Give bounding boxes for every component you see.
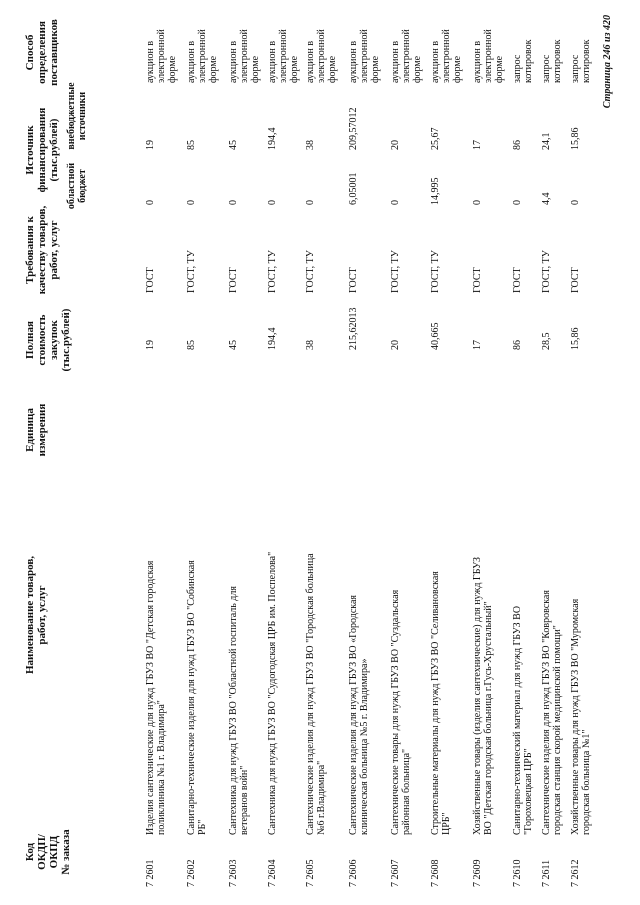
row-requirements: ГОСТ	[472, 267, 483, 293]
row-cost: 45	[228, 340, 239, 350]
row-regional-budget: 0	[305, 200, 316, 205]
row-method-line: форме	[452, 55, 463, 83]
row-extra-budget: 86	[512, 140, 523, 150]
row-code: 7 2611	[541, 859, 552, 887]
row-extra-budget: 25,67	[430, 127, 441, 150]
row-name-line: Санитарно-технические изделия для нужд ГБУЗ ВО "Собинская	[186, 560, 197, 835]
row-method-line: форме	[167, 55, 178, 83]
row-code: 7 2604	[267, 859, 278, 887]
row-name-line: ветеранов войн"	[239, 765, 250, 835]
row-name-line: Изделия сантехнические для нужд ГБУЗ ВО "Детская городская	[145, 560, 156, 835]
row-requirements: ГОСТ, ТУ	[430, 250, 441, 293]
row-method-line: аукцион в	[390, 40, 401, 83]
row-extra-budget: 20	[390, 140, 401, 150]
row-method-line: электронной	[441, 29, 452, 83]
row-requirements: ГОСТ, ТУ	[541, 250, 552, 293]
row-method-line: аукцион в	[145, 40, 156, 83]
row-name	[145, 505, 167, 835]
row-method	[472, 13, 505, 83]
row-extra-budget: 85	[186, 140, 197, 150]
row-name-line: Санитарно-технический материал для нужд ГБУЗ ВО	[512, 605, 523, 835]
row-requirements: ГОСТ	[512, 267, 523, 293]
row-name-line: Сантехнические изделия для нужд ГБУЗ ВО "Ковровская	[541, 590, 552, 835]
row-method-line: электронной	[197, 29, 208, 83]
row-code: 7 2612	[570, 859, 581, 887]
row-method-line: аукцион в	[472, 40, 483, 83]
header-unit: Единица измерения	[24, 403, 48, 457]
row-name-line: Сантехника для нужд ГБУЗ ВО "Судогодская ЦРБ им. Поспелова"	[267, 551, 278, 835]
row-name	[541, 505, 563, 835]
row-method-line: аукцион в	[305, 40, 316, 83]
row-name-line: Сантехнические изделия для нужд ГБУЗ ВО "Городская больница	[305, 553, 316, 835]
row-name-line: №6 г.Владимира"	[316, 760, 327, 835]
row-name	[390, 505, 412, 835]
row-name	[472, 505, 494, 835]
row-method	[348, 13, 381, 83]
row-code: 7 2601	[145, 859, 156, 887]
row-name-line: Сантехнические товары для нужд ГБУЗ ВО "Суздальская	[390, 589, 401, 835]
row-method-line: форме	[208, 55, 219, 83]
row-cost: 15,86	[570, 327, 581, 350]
row-method-line: электронной	[316, 29, 327, 83]
row-code: 7 2603	[228, 859, 239, 887]
header-regional-budget: областной бюджет	[66, 162, 88, 210]
row-requirements: ГОСТ	[570, 267, 581, 293]
row-method-line: форме	[494, 55, 505, 83]
row-name-line: ЦРБ"	[441, 812, 452, 835]
row-method	[512, 13, 534, 83]
row-extra-budget: 15,86	[570, 127, 581, 150]
row-name-line: клиническая больница №5 г. Владимира»	[359, 658, 370, 835]
row-method-line: электронной	[359, 29, 370, 83]
row-regional-budget: 6,05001	[348, 172, 359, 205]
row-method-line: запрос	[512, 54, 523, 83]
row-method-line: запрос	[570, 54, 581, 83]
row-regional-budget: 0	[186, 200, 197, 205]
row-cost: 40,665	[430, 322, 441, 350]
row-code: 7 2605	[305, 859, 316, 887]
row-method-line: форме	[327, 55, 338, 83]
row-method-line: форме	[289, 55, 300, 83]
row-method	[430, 13, 463, 83]
row-cost: 215,62013	[348, 307, 359, 350]
row-name	[305, 505, 327, 835]
row-cost: 28,5	[541, 332, 552, 350]
header-method: Способ определения поставщиков	[24, 19, 60, 86]
row-regional-budget: 0	[512, 200, 523, 205]
row-cost: 194,4	[267, 327, 278, 350]
row-method-line: аукцион в	[186, 40, 197, 83]
row-code: 7 2608	[430, 859, 441, 887]
row-regional-budget: 0	[267, 200, 278, 205]
row-name	[267, 505, 278, 835]
row-method-line: электронной	[483, 29, 494, 83]
header-financing: Источник финансирования (тыс.рублей)	[24, 107, 60, 193]
row-regional-budget: 4,4	[541, 192, 552, 205]
row-name-line: Сантехнические изделия для нужд ГБУЗ ВО «Городская	[348, 594, 359, 835]
row-cost: 85	[186, 340, 197, 350]
row-regional-budget: 14,995	[430, 177, 441, 205]
row-method-line: запрос	[541, 54, 552, 83]
row-requirements: ГОСТ, ТУ	[305, 250, 316, 293]
row-extra-budget: 45	[228, 140, 239, 150]
row-method-line: аукцион в	[430, 40, 441, 83]
row-requirements: ГОСТ	[145, 267, 156, 293]
row-requirements: ГОСТ	[228, 267, 239, 293]
row-name-line: городская станция скорой медицинской помощи"	[552, 625, 563, 835]
row-extra-budget: 24,1	[541, 132, 552, 150]
row-regional-budget: 0	[570, 200, 581, 205]
row-cost: 17	[472, 340, 483, 350]
header-extra-budget: внебюджетные источники	[66, 82, 88, 150]
page-footer: Страница 246 из 420	[602, 15, 613, 109]
row-method-line: аукцион в	[348, 40, 359, 83]
row-method-line: форме	[250, 55, 261, 83]
row-name-line: Хозяйственные товары (изделия сантехнические) для нужд ГБУЗ	[472, 556, 483, 835]
row-name-line: ВО "Детская городская больница г.Гусь-Хрустальный"	[483, 601, 494, 835]
row-name	[348, 505, 370, 835]
row-requirements: ГОСТ	[348, 267, 359, 293]
header-name: Наименование товаров, работ, услуг	[24, 555, 48, 675]
row-cost: 19	[145, 340, 156, 350]
row-code: 7 2606	[348, 859, 359, 887]
row-method-line: электронной	[401, 29, 412, 83]
row-name-line: Строительные материалы для нужд ГБУЗ ВО "Селивановская	[430, 571, 441, 835]
row-name-line: "Гороховецкая ЦРБ"	[523, 748, 534, 835]
row-code: 7 2609	[472, 859, 483, 887]
header-requirements: Требования к качеству товаров, работ, услуг	[24, 205, 60, 295]
row-regional-budget: 0	[390, 200, 401, 205]
row-method-line: аукцион в	[228, 40, 239, 83]
row-name	[228, 505, 250, 835]
row-method-line: котировок	[581, 39, 592, 83]
row-name	[570, 505, 592, 835]
row-regional-budget: 0	[472, 200, 483, 205]
row-extra-budget: 19	[145, 140, 156, 150]
row-method	[390, 13, 423, 83]
row-name-line: РБ"	[197, 819, 208, 835]
row-name-line: районная больница"	[401, 748, 412, 835]
row-code: 7 2602	[186, 859, 197, 887]
row-code: 7 2610	[512, 859, 523, 887]
row-name	[186, 505, 208, 835]
row-cost: 38	[305, 340, 316, 350]
row-name	[430, 505, 452, 835]
row-requirements: ГОСТ, ТУ	[390, 250, 401, 293]
row-method-line: электронной	[278, 29, 289, 83]
row-method-line: электронной	[156, 29, 167, 83]
row-requirements: ГОСТ, ТУ	[267, 250, 278, 293]
row-extra-budget: 194,4	[267, 127, 278, 150]
row-cost: 20	[390, 340, 401, 350]
row-method-line: аукцион в	[267, 40, 278, 83]
row-name-line: Сантехника для нужд ГБУЗ ВО "Областной госпиталь для	[228, 586, 239, 835]
row-method-line: котировок	[523, 39, 534, 83]
row-method	[145, 13, 178, 83]
header-code: Код ОКДП/ ОКПД № заказа	[24, 829, 72, 875]
row-name-line: городская больница №1"	[581, 729, 592, 835]
row-method-line: форме	[412, 55, 423, 83]
row-method-line: котировок	[552, 39, 563, 83]
row-method	[305, 13, 338, 83]
row-method	[570, 13, 592, 83]
row-method-line: электронной	[239, 29, 250, 83]
row-cost: 86	[512, 340, 523, 350]
row-method	[186, 13, 219, 83]
header-cost: Полная стоимость закупок (тыс.рублей)	[24, 308, 72, 372]
row-method	[228, 13, 261, 83]
row-name-line: поликлиника №1 г. Владимира"	[156, 700, 167, 835]
row-name	[512, 505, 534, 835]
row-regional-budget: 0	[228, 200, 239, 205]
row-method	[541, 13, 563, 83]
row-requirements: ГОСТ, ТУ	[186, 250, 197, 293]
row-method	[267, 13, 300, 83]
row-name-line: Хозяйственные товары для нужд ГБУЗ ВО "Муромская	[570, 598, 581, 835]
row-code: 7 2607	[390, 859, 401, 887]
row-extra-budget: 17	[472, 140, 483, 150]
row-regional-budget: 0	[145, 200, 156, 205]
row-extra-budget: 38	[305, 140, 316, 150]
row-extra-budget: 209,57012	[348, 107, 359, 150]
row-method-line: форме	[370, 55, 381, 83]
